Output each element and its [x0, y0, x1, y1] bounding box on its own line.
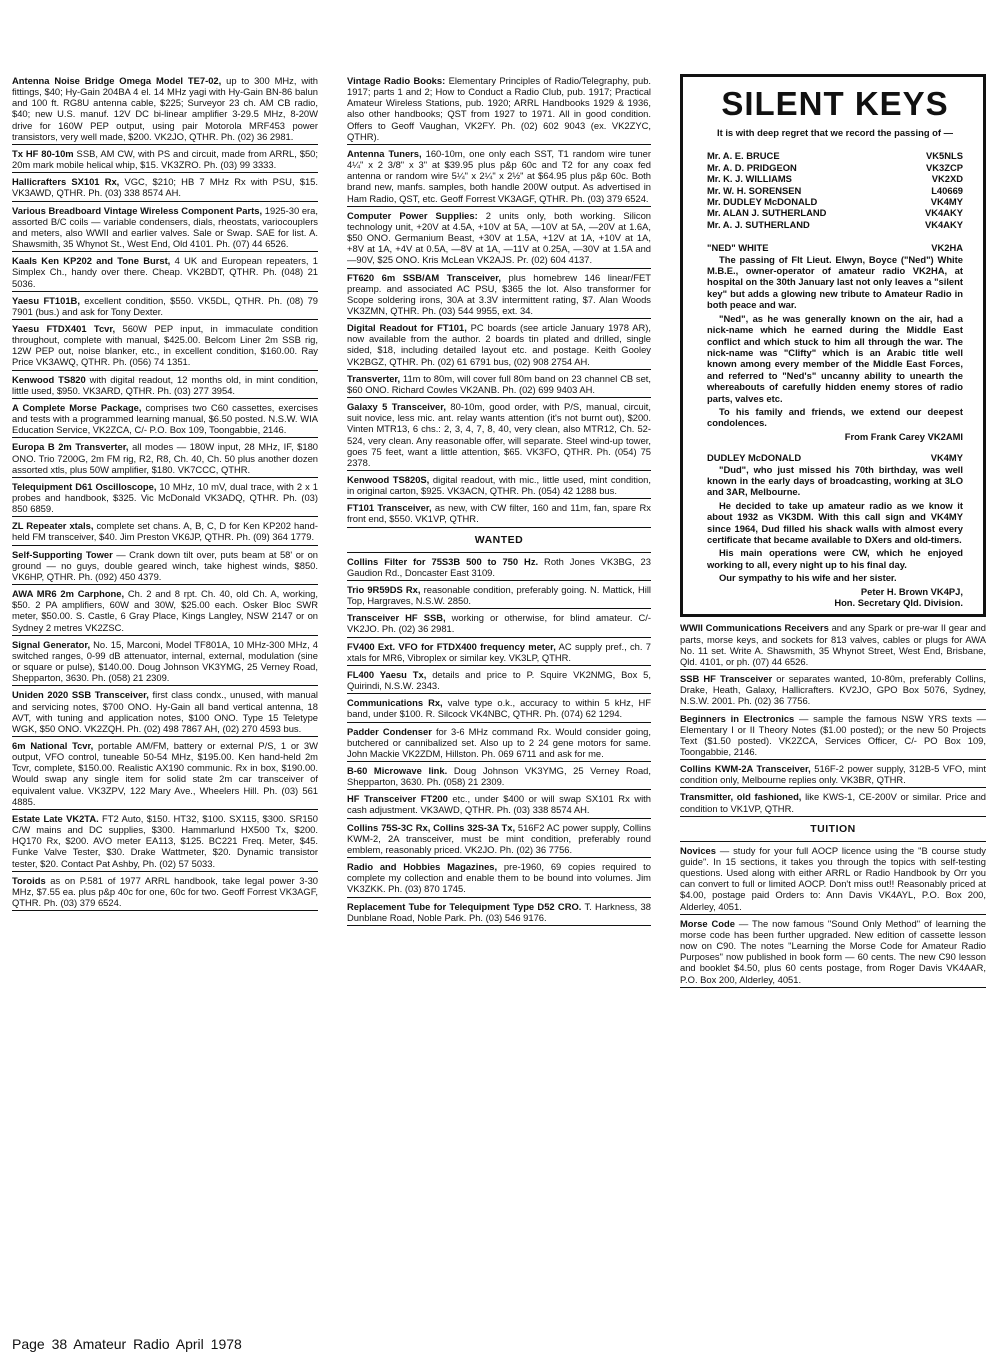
classified-ad [347, 372, 651, 398]
ned-white-para: "Ned", as he was generally known on the air, had a nick-name which he earned during the Middle East conflict and which stuck to him all through the war. The nick-name was "Clifty" which is an Arabic title well known among every member of the Middle East Forces, and referred to "Ned's" uncanny ability to unearth the whereabouts of carefully hidden enemy stores of radio parts, valves etc. [707, 312, 963, 404]
ad-text: complete set chans. A, B, C, D for Ken KP202 hand-held FM transceiver, $40. Jim Preston VK6JP, QTHR. Ph. (09) 364 1779. [12, 520, 318, 543]
ad-text: 1925-30 era, assorted B/C coils — variable condensers, dials, rheostats, variocouplers and meters, also WWII and earlier valves. Sale or Swap. SAE for list. A. Shawsmith, 35 Whynot St., West End, Old 4101. Ph. (07) 44 6526. [12, 204, 318, 250]
ad-heading: ZL Repeater xtals, [12, 520, 94, 532]
ad-text: 11m to 80m, will cover full 80m band on 23 channel CB set, $60 ONO. Richard Cowles VK2ANB. Ph. (02) 699 9403 AH. [347, 372, 651, 395]
ad-text: or separates wanted, 10-80m, preferably Collins, Drake, Heath, Galaxy, Hallicrafters. KV2JO, GPO Box 5076, Sydney, N.S.W. 2001. Ph. (02) 36 7756. [680, 673, 987, 707]
classified-ad [680, 844, 986, 915]
silent-key-name: Mr. DUDLEY McDONALD [707, 196, 818, 208]
for-sale-ads-col2 [347, 74, 651, 528]
ad-text: SSB, AM CW, with PS and circuit, made from ARRL, $50; 20m mark mobile helical whip, $15. VK3ZRO. Ph. (03) 99 3333. [12, 147, 318, 171]
classified-ad [12, 175, 318, 201]
tuition-ads [680, 844, 986, 988]
classified-ad [680, 790, 986, 816]
ad-heading: Collins 75S-3C Rx, Collins 32S-3A Tx, [347, 821, 516, 833]
silent-key-callsign: VK2XD [931, 173, 963, 185]
silent-key-callsign: VK5NLS [926, 150, 963, 162]
ad-heading: Novices [680, 844, 716, 856]
ad-text: No. 15, Marconi, Model TF801A, 10 MHz-300 MHz, 4 switched ranges, 0-99 dB attenuator, internal, external, modulation (sine or square or pulse), $140.00. Doug Johnson VK3YMG, 25 Verney Road, Shepparton, 3630. Ph. (058) 21 2309. [12, 638, 318, 684]
ad-text: working or otherwise, for blind amateur. C/- VK2JO. Ph. (02) 36 2981. [347, 612, 651, 635]
classified-ad [12, 587, 318, 636]
dudley-signature-title: Hon. Secretary Qld. Division. [834, 597, 963, 609]
wanted-ads-col3 [680, 621, 986, 816]
ad-heading: WWII Communications Receivers [680, 622, 829, 634]
dudley-para: His main operations were CW, which he enjoyed working to all, every night up to his final day. [707, 547, 963, 570]
silent-key-entry [707, 173, 963, 184]
ad-text: Elementary Principles of Radio/Telegraphy, pub. 1917; parts 1 and 2; How to Conduct a Radio Club, pub. 1917; Practical Amateur Wireless Stations, pub. 1920; ARRL Handbooks 1929 & 1936, also other handbooks; QST from 1927 to 1971. All in good condition. Offers to Geoff Vaughan, VK2FY. Ph. (02) 602 9043 (ex. VK2ZYC, QTHR). [347, 75, 652, 142]
classified-column-2 [347, 74, 651, 928]
ad-heading: Beginners in Electronics [680, 712, 795, 724]
dudley-para: Our sympathy to his wife and her sister. [719, 572, 897, 584]
dudley-call: VK4MY [930, 452, 963, 464]
ad-text: — Crank down tilt over, puts beam at 58' or on ground — no guys, double geared winch, take highest winds, $850. VK6HP, QTHR. Ph. (092) 450 4379. [12, 548, 318, 582]
ned-white-heading [707, 242, 963, 253]
ad-text: AC supply pref., ch. 7 xtals for MR6, Vibroplex or similar key. VK3LP, QTHR. [347, 640, 651, 663]
ad-heading: Kaals Ken KP202 and Tone Burst, [12, 255, 171, 267]
dudley-para: He decided to take up amateur radio as we know it about 1932 as VK3DM. With this call sign and VK4MY since 1964, Dud filled his shack walls with almost every certificate that became available to DXers and old-timers. [707, 499, 963, 545]
classified-ad [347, 821, 651, 858]
classified-ad [12, 874, 318, 911]
classified-ad [12, 688, 318, 737]
ad-text: first class condx., unused, with manual and servicing notes, $700 ONO. Hy-Gain all band vertical antenna, 18 AVT, with tuning and application notes, $100 ONO. Type 15 Teletype WGK, $50 ONO. VK2ZQH. Ph. (02) 498 7867 AH, (02) 270 4593 bus. [12, 689, 318, 734]
ad-heading: Estate Late VK2TA. [12, 812, 99, 824]
classified-ad [347, 725, 651, 762]
ad-heading: Vintage Radio Books: [347, 75, 446, 86]
ad-heading: Self-Supporting Tower [12, 548, 113, 560]
silent-key-entry [707, 185, 963, 196]
ned-white-call: VK2HA [931, 242, 963, 254]
classified-ad [12, 440, 318, 477]
classified-ad [347, 583, 651, 609]
classified-ad [347, 147, 651, 207]
ad-heading: Yaesu FT101B, [12, 294, 80, 306]
ad-text: as on P.581 of 1977 ARRL handbook, take legal power 3-30 MHz, $7.55 ea. plus p&p 40c for one, 60c for two. Geoff Forrest VK3AGF, QTHR. Ph. (03) 379 6524. [12, 874, 318, 908]
ad-text: details and price to P. Squire VK2NMG, Box 5, Quirindi, N.S.W. 2343. [347, 668, 651, 692]
ad-heading: Collins Filter for 75S3B 500 to 750 Hz. [347, 555, 539, 567]
classified-ad [12, 254, 318, 291]
classified-ad [12, 74, 318, 145]
ad-heading: Trio 9R59DS Rx, [347, 583, 421, 595]
ad-heading: HF Transceiver FT200 [347, 793, 448, 805]
dudley-signature-name: Peter H. Brown VK4PJ, [860, 585, 963, 597]
ad-text: plus homebrew 146 linear/FET preamp. and associated AC PSU, $365 the lot. Also transformer for Scope soldering irons, 30A at 3.3V intermittent rating, $7. Alan Woods VK3ZMN, QTHR. Ph. (03) 544 9955, ext. 34. [347, 271, 651, 316]
ad-heading: Galaxy 5 Transceiver, [347, 401, 447, 413]
silent-key-name: Mr. A. E. BRUCE [707, 150, 780, 162]
classified-ad [347, 74, 651, 145]
ad-text: 560W PEP input, in immaculate condition throughout, complete with manual, $425.00. Belcom Liner 2m SSB rig, 12W PEP out, noise blanker, etc., in excellent condition, $160.00. Ray Price VK3AWQ, QTHR. Ph. (056) 74 1351. [12, 322, 319, 368]
ad-text: digital readout, with mic., little used, mint condition, in original carton, $925. VK3ACN, QTHR. Ph. (054) 42 1288 bus. [347, 474, 651, 497]
ad-text: as new, with CW filter, 160 and 11m, fan, spare Rx front end, $550. VK1VP, QTHR. [347, 502, 651, 525]
silent-key-name: Mr. A. D. PRIDGEON [707, 161, 797, 173]
silent-key-callsign: L40669 [931, 184, 963, 196]
ad-text: excellent condition, $550. VK5DL, QTHR. Ph. (08) 79 7901 (bus.) and ask for Tony Dexter. [12, 294, 318, 317]
ad-heading: Various Breadboard Vintage Wireless Component Parts, [12, 204, 263, 216]
silent-keys-title: SILENT KEYS [721, 85, 949, 122]
ad-text: portable AM/FM, battery or external P/S, 1 or 3W output, VFO control, tuneable 50-54 MHz, $195.00. Ken hand-held 2m Tcvr, complete, $150.00. Realistic AX190 communic. Rx in box, $190.00. Would swap any single item for solid state 2m car transceiver of equivalent value. VK3ZPV, 122 Mary Ave., Wheelers Hill. Ph. (03) 561 4885. [12, 739, 318, 807]
ned-white-signature: From Frank Carey VK2AMI [844, 430, 963, 442]
ad-text: pre-1960, 69 copies required to complete my collection and enable them to be bound into volumes. Jim VK3ZKK. Ph. (03) 870 1745. [347, 861, 651, 895]
ned-white-name: "NED" WHITE [707, 242, 769, 254]
ad-text: — sample the famous NSW YRS texts — Elementary I or II Theory Notes ($1.00 posted); or the new 50 Projects Text ($1.50 posted). VK2ZCA, Services Officer, C/- PO Box 109, Toongabbie, 2146. [680, 712, 986, 757]
ad-text: 10 MHz, 10 mV, dual trace, with 2 x 1 probes and handbook, $325. Vic McDonald VK3ADQ, QTHR. Ph. (03) 850 6859. [12, 480, 318, 515]
classified-ad [12, 812, 318, 872]
ad-text: VGC, $210; HB 7 MHz Rx with PSU, $15. VK3AWD, QTHR. Ph. (03) 338 8574 AH. [12, 176, 318, 199]
classified-ad [12, 322, 318, 371]
ad-text: etc., under $400 or will swap SX101 Rx with cash adjustment. VK3AWD, QTHR. Ph. (03) 338 8574 AH. [347, 793, 651, 816]
ad-heading: AWA MR6 2m Carphone, [12, 588, 125, 600]
ad-heading: Telequipment D61 Oscilloscope, [12, 480, 157, 492]
ad-heading: Uniden 2020 SSB Transceiver, [12, 689, 149, 701]
ad-heading: Toroids [12, 874, 46, 886]
classified-ad [12, 204, 318, 253]
ad-text: 2 units only, both working. Silicon technology unit, +20V at 4.5A, +10V at 5A, —10V at 5A, —20V at 1.6A, $50 ONO. Germanium Beast, +30V at 1.5A, +12V at 1A, +10V at 1A, +8V at 1A, +4V at 0.5A, —8V at 1A, —11V at 0.25A, —30V at 1.5A and —90V, $25 ONO. Kris McLean VK2AJS. Pr. (02) 604 4137. [347, 209, 651, 266]
dudley-heading [707, 452, 963, 463]
silent-key-entry [707, 196, 963, 207]
silent-key-callsign: VK4MY [930, 196, 963, 208]
classified-ad [680, 672, 986, 709]
ad-heading: Collins KWM-2A Transceiver, [680, 763, 811, 775]
tuition-heading: TUITION [680, 819, 986, 842]
ad-heading: Kenwood TS820S, [347, 474, 430, 485]
classified-ad [347, 792, 651, 818]
ad-heading: Hallicrafters SX101 Rx, [12, 176, 120, 188]
ad-heading: Morse Code [680, 917, 735, 929]
classified-ad [347, 900, 651, 926]
ad-heading: B-60 Microwave link. [347, 764, 448, 776]
ad-heading: Signal Generator, [12, 638, 91, 650]
ad-text: for 3-6 MHz command Rx. Would consider going, butchered or cannibalized set. Also up to 2 24 gene motors for same. John Mackie VK2ZDM, Hillston. Ph. 069 6711 and ask for me. [347, 725, 652, 759]
classified-ad [347, 860, 651, 897]
ad-text: — The now famous "Sound Only Method" of learning the morse code has been further upgraded. New edition of cassette lesson now on C90. The notes "Learning the Morse Code for Amateur Radio Purposes" now published in book form — 60 cents. The new C90 lesson and booklet $4.50, plus 60 cents postage, from Roger Davis VK4AAR, P.O. Box 200, Alderley, 4051. [680, 917, 987, 985]
ad-heading: Digital Readout for FT101, [347, 322, 467, 334]
ad-heading: Transceiver HF SSB, [347, 612, 446, 624]
classified-ad [680, 621, 986, 670]
ad-heading: A Complete Morse Package, [12, 401, 142, 413]
classified-ad [347, 400, 651, 471]
ad-heading: Transmitter, old fashioned, [680, 791, 802, 803]
silent-key-callsign: VK4AKY [924, 207, 963, 219]
ad-text: T. Harkness, 38 Dunblane Road, Noble Park. Ph. (03) 546 9176. [347, 900, 651, 923]
ad-text: 160-10m, one only each SST, T1 random wire tuner 4¼" x 2 3/8" x 3" at $39.95 plus p&p 60c and T2 for any coax fed antenna or random wire 5¼" x 2¼" x 2½" at $64.95 plus p&p 60c. Both brand new, manfs. samples, both handle 200W output. As advertised in Ham Radio, QST, etc. Geoff Forrest VK3AGF, QTHR. Ph. (03) 379 6524. [347, 147, 651, 204]
ad-text: 516F2 AC power supply, Collins KWM-2, 2A transceiver, must be mint condition, preferably round emblem, reasonably priced. VK2JO. Ph. (02) 36 7756. [347, 821, 651, 855]
ad-text: PC boards (see article January 1978 AR), now available from the author. 2 boards tin plated and drilled, single sided, $18, including detailed layout etc. and postage. Keith Gooley VK2BGZ, QTHR. Ph. (02) 61 6791 bus, (02) 908 2754 AH. [347, 322, 651, 367]
ad-text: 4 UK and European repeaters, 1 Simplex Ch., handy over there. Cheap. VK2BDT, QTHR. Ph. (048) 21 5036. [12, 255, 318, 289]
silent-keys-intro: It is with deep regret that we record the passing of — [717, 127, 953, 138]
silent-key-callsign: VK3ZCP [926, 161, 963, 173]
classified-ad [347, 764, 651, 790]
classified-ad [347, 271, 651, 320]
classified-ad [680, 712, 986, 761]
ad-text: up to 300 MHz, with fittings, $40; Hy-Gain 204BA 4 el. 14 MHz yagi with Hy-Gain BN-86 balun and 100 ft. RG8U antenna cable, $225; Surveyor 23 ch. AM CB radio, $40; new U.S. manuf. 12V DC bi-linear amplifier 3-29.5 MHz, 8-20W drive for 160W PEP output, using pair Motorola MRF453 power transistors, very well made, $200. VK2JO, QTHR. Ph. (02) 36 2981. [12, 75, 318, 142]
ad-text: valve type o.k., accuracy to within 5 kHz, HF band, under $100. R. Silcock VK4NBC, QTHR. Ph. (074) 62 1294. [347, 697, 651, 720]
silent-key-entry [707, 219, 963, 230]
classified-ad [680, 762, 986, 788]
silent-key-name: Mr. W. H. SORENSEN [707, 184, 802, 196]
ad-text: 516F-2 power supply, 312B-5 VFO, mint condition only, Melbourne replies only. VK3BR, QTHR. [680, 763, 986, 786]
dudley-name: DUDLEY McDONALD [707, 452, 802, 464]
classified-ad [12, 294, 318, 320]
ad-text: like KWS-1, CE-200V or similar. Price and condition to VK1VP, QTHR. [680, 791, 986, 814]
ad-heading: FV400 Ext. VFO for FTDX400 frequency meter, [347, 640, 556, 652]
classified-ad [12, 739, 318, 810]
classified-ad [12, 519, 318, 545]
ad-text: — study for your full AOCP licence using the "B course study guide". In 15 sections, it takes you through the topics with self-testing questions. Used along with either ARRL or Radio Handbook by Orr you can convert to full or limited AOCP. Don't miss out!! Reasonably priced at $4.00, postage paid Orders to: Ann Davis VK4AYL, P.O. Box 200, Alderley, 4051. [680, 844, 986, 912]
ned-white-para: The passing of Flt Lieut. Elwyn, Boyce ("Ned") White M.B.E., owner-operator of amateur radio VK2HA, at hospital on the 30th January last not only leaves a "silent key" but adds a glowing new tribute to Amateur Radio in both peace and war. [707, 253, 963, 311]
classified-ad [347, 473, 651, 499]
classified-ad [347, 611, 651, 637]
ad-heading: SSB HF Transceiver [680, 673, 773, 685]
ad-text: all modes — 180W input, 28 MHz, IF, $180 ONO. Trio 7200G, 2m FM rig, R2, R8, Ch. 40, Ch. 50 plus another dozen assorted xtls, plus 50W amplifier, $180. VK7CCC, QTHR. [12, 441, 319, 475]
ad-text: Ch. 2 and 8 rpt. Ch. 40, old Ch. A, working, $50. 2 PA amplifiers, 60W and 30W, $25.00 each. Osker Bloc SWR meter, $50.00. S. Castle, 6 Gray Place, Kings Langley, NSW 2147 or on Sydney 2 metres VK2ZSC. [12, 588, 318, 633]
ad-heading: Europa B 2m Transverter, [12, 441, 129, 453]
silent-key-callsign: VK4AKY [924, 218, 963, 230]
ad-heading: Replacement Tube for Telequipment Type D52 CRO. [347, 900, 582, 912]
ad-heading: FT620 6m SSB/AM Transceiver, [347, 271, 501, 283]
ad-text: Doug Johnson VK3YMG, 25 Verney Road, Shepparton, 3630. Ph. (058) 21 2309. [347, 764, 651, 788]
ad-heading: 6m National Tcvr, [12, 739, 94, 751]
wanted-heading: WANTED [347, 530, 651, 553]
classified-ad [12, 480, 318, 517]
silent-key-entry [707, 150, 963, 161]
ad-heading: Tx HF 80-10m [12, 147, 74, 159]
ad-heading: Communications Rx, [347, 697, 443, 709]
ad-text: comprises two C60 cassettes, exercises and tests with a programmed learning manual, $6.50 posted. N.S.W. WIA Education Service, VK2ZCA, C/- P.O. Box 109, Toongabbie, 2146. [12, 401, 318, 436]
silent-keys-list [707, 150, 963, 230]
ad-text: 80-10m, good order, with P/S, manual, circuit, suit novice, less mic. ant. relay wants attention (it's not burnt out), $200. Vinten MTR13, 6 chs.: 2, 3, 4, 7, 8, 40, very clean, also MTR12, Ch. 52-524, very clean. Any reasonable offer, will separate. Steel wind-up tower, goes 75 feet, want a little attention, $65. VK3FO, QTHR. Ph. (054) 75 2378. [347, 401, 651, 468]
ad-text: FT2 Auto, $150. HT32, $100. SX115, $300. SR150 C/W mains and DC supplies, $300. Hammarlund HX500 Tx, $200. HQ170 Rx, $200. AVO meter EA113, $125. BC221 Freq. Meter, $45. Funke Valve Tester, $30. Drake Wattmeter, $20. Dynamic transistor tester, $20. Contact Pat Ashby, Ph. (02) 57 5033. [12, 812, 318, 869]
silent-key-entry [707, 207, 963, 218]
wanted-ads-col2 [347, 555, 651, 926]
silent-keys-box [680, 74, 986, 617]
silent-key-entry [707, 162, 963, 173]
classified-ad [347, 696, 651, 722]
silent-key-name: Mr. A. J. SUTHERLAND [707, 218, 810, 230]
ad-heading: Transverter, [347, 372, 401, 384]
classified-ad [347, 640, 651, 666]
classified-column-1 [12, 74, 318, 913]
classified-ad [347, 668, 651, 694]
ad-text: reasonable condition, preferably going. N. Mattick, Hill Top, Hargraves, N.S.W. 2850. [347, 583, 651, 607]
classified-column-3 [680, 74, 986, 990]
classified-ad [12, 147, 318, 173]
classified-ad [347, 209, 651, 269]
ad-heading: Antenna Noise Bridge Omega Model TE7-02, [12, 75, 222, 86]
ad-heading: Computer Power Supplies: [347, 209, 478, 221]
ned-white-para: To his family and friends, we extend our deepest condolences. [707, 405, 963, 429]
ad-text: and any Spark or pre-war II gear and parts, morse keys, and sockets for 813 valves, cables or plugs for AWA No. 11 set. Write A. Shawsmith, 35 Whynot Street, West End, Brisbane, Qld. 4101, or ph. (07) 44 6526. [680, 622, 986, 667]
ad-heading: Yaesu FTDX401 Tcvr, [12, 322, 116, 334]
classified-ad [12, 373, 318, 399]
classified-ad [12, 401, 318, 438]
silent-key-name: Mr. K. J. WILLIAMS [707, 173, 792, 185]
classified-ad [347, 501, 651, 527]
ad-heading: Antenna Tuners, [347, 147, 422, 159]
classified-ad [347, 321, 651, 370]
ad-heading: Radio and Hobbies Magazines, [347, 861, 498, 873]
dudley-para: "Dud", who just missed his 70th birthday, was well known in the early days of broadcasting, working at 3LO and 3AR, Melbourne. [707, 463, 963, 498]
ad-text: with digital readout, 12 months old, in mint condition, little used, $950. VK3ARD, QTHR. Ph. (03) 277 3954. [12, 373, 318, 396]
page-footer: Page 38 Amateur Radio April 1978 [12, 1336, 242, 1352]
classified-ad [347, 555, 651, 581]
classified-ad [680, 917, 986, 988]
silent-key-name: Mr. ALAN J. SUTHERLAND [707, 207, 827, 219]
ad-heading: Kenwood TS820 [12, 373, 86, 385]
ad-heading: Padder Condenser [347, 725, 432, 737]
ad-heading: FL400 Yaesu Tx, [347, 668, 427, 680]
ad-text: Roth Jones VK3BG, 23 Gaudion Rd., Doncaster East 3109. [347, 555, 651, 578]
classified-ad [12, 638, 318, 687]
ad-heading: FT101 Transceiver, [347, 502, 432, 514]
classified-ad [12, 548, 318, 585]
